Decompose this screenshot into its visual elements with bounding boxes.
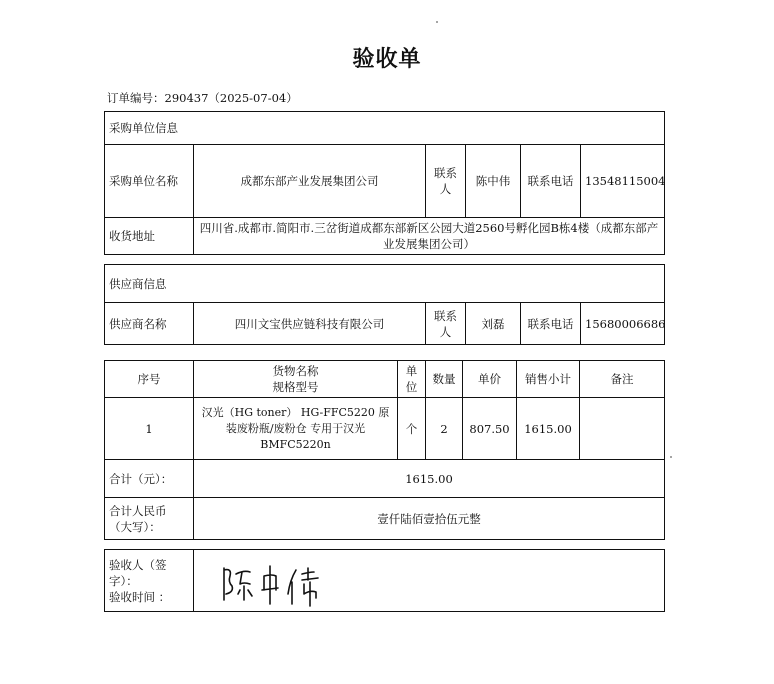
header-goods-name-line2: 规格型号 xyxy=(272,380,319,394)
header-goods-name-line1: 货物名称 xyxy=(272,364,319,378)
document-title: 验收单 xyxy=(352,47,422,72)
row-index: 1 xyxy=(105,398,194,460)
total-amount: 1615.00 xyxy=(194,460,665,498)
total-cn-amount: 壹仟陆佰壹拾伍元整 xyxy=(194,498,665,540)
address-label: 收货地址 xyxy=(105,218,194,255)
order-date: （2025-07-04） xyxy=(208,91,298,105)
scan-speck xyxy=(670,456,672,458)
header-subtotal: 销售小计 xyxy=(517,361,580,398)
purchaser-phone: 13548115004 xyxy=(581,145,665,218)
row-qty: 2 xyxy=(426,398,463,460)
order-number-label: 订单编号： xyxy=(107,91,165,105)
purchaser-table xyxy=(104,111,665,255)
supplier-contact: 刘磊 xyxy=(466,303,521,345)
supplier-name-label: 供应商名称 xyxy=(105,303,194,345)
header-remark: 备注 xyxy=(580,361,665,398)
goods-table xyxy=(104,360,665,540)
header-index: 序号 xyxy=(105,361,194,398)
header-price: 单价 xyxy=(463,361,517,398)
acceptance-time-label: 验收时间 ： xyxy=(109,589,171,604)
supplier-section-title: 供应商信息 xyxy=(105,265,665,303)
total-label: 合计（元）： xyxy=(105,460,194,498)
supplier-phone: 15680006686 xyxy=(581,303,665,345)
order-number: 290437 xyxy=(164,91,209,105)
header-qty: 数量 xyxy=(426,361,463,398)
total-row xyxy=(105,460,665,498)
purchaser-contact: 陈中伟 xyxy=(466,145,521,218)
scan-speck xyxy=(436,21,438,23)
row-unit: 个 xyxy=(398,398,426,460)
signer-label: 验收人（签字）： xyxy=(109,557,167,588)
row-goods-name: 汉光（HG toner） HG-FFC5220 原装废粉瓶/废粉仓 专用于汉光BMFC5220n xyxy=(194,398,398,460)
header-unit: 单位 xyxy=(398,361,426,398)
supplier-contact-label: 联系人 xyxy=(426,303,466,345)
header-goods-name xyxy=(194,361,398,398)
row-subtotal: 1615.00 xyxy=(517,398,580,460)
purchaser-name-label: 采购单位名称 xyxy=(105,145,194,218)
supplier-name: 四川文宝供应链科技有限公司 xyxy=(194,303,426,345)
acceptance-labels xyxy=(105,550,194,612)
table-row xyxy=(105,398,665,460)
purchaser-contact-label: 联系人 xyxy=(426,145,466,218)
purchaser-phone-label: 联系电话 xyxy=(521,145,581,218)
total-cn-row xyxy=(105,498,665,540)
goods-header-row xyxy=(105,361,665,398)
delivery-address: 四川省.成都市.简阳市.三岔街道成都东部新区公园大道2560号孵化园B栋4楼（成都东部产业发展集团公司） xyxy=(194,218,665,255)
order-number-line xyxy=(107,90,298,106)
acceptance-table xyxy=(104,549,665,612)
supplier-phone-label: 联系电话 xyxy=(521,303,581,345)
purchaser-name: 成都东部产业发展集团公司 xyxy=(194,145,426,218)
row-price: 807.50 xyxy=(463,398,517,460)
supplier-table xyxy=(104,264,665,345)
purchaser-section-title: 采购单位信息 xyxy=(105,112,665,145)
row-remark xyxy=(580,398,665,460)
total-cn-label: 合计人民币（大写）： xyxy=(105,498,194,540)
handwritten-signature xyxy=(218,560,338,608)
